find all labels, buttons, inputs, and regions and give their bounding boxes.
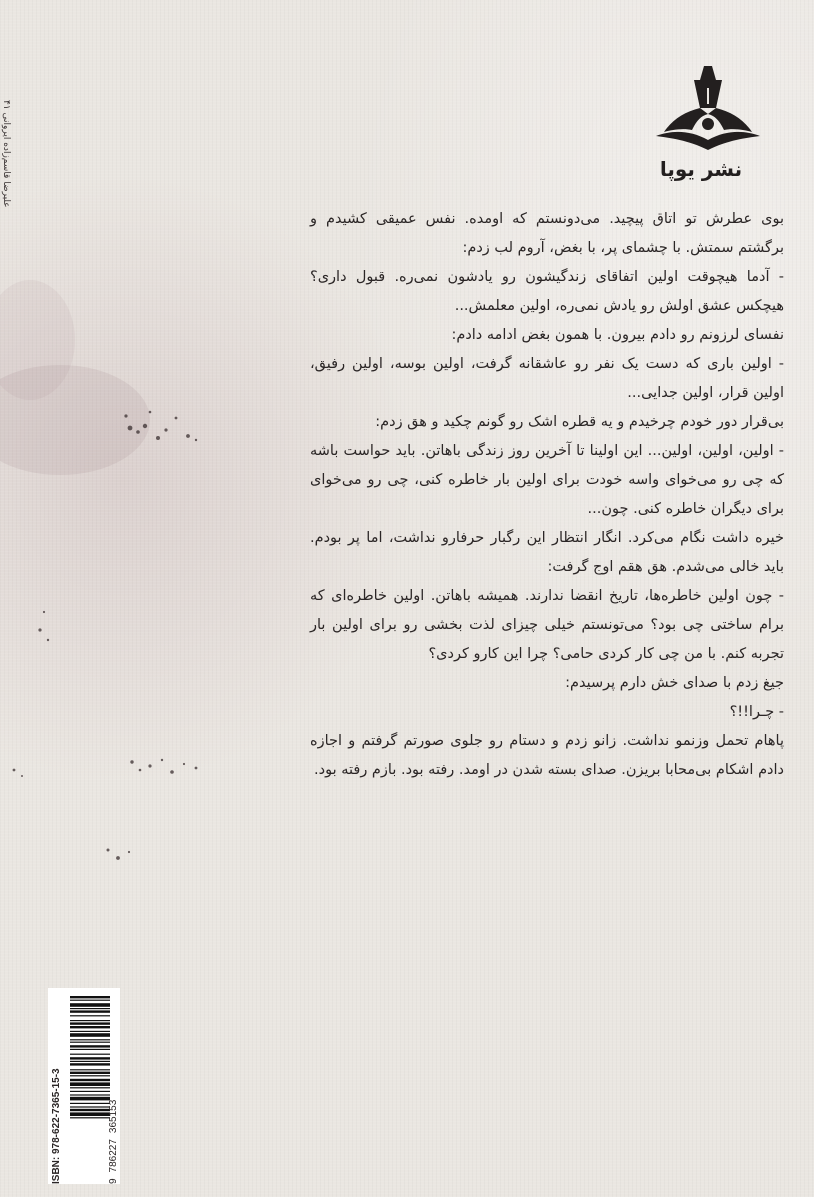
- barcode-bar: [70, 1015, 110, 1016]
- barcode-bar: [70, 1020, 110, 1021]
- story-paragraph: پاهام تحمل وزنمو نداشت. زانو زدم و دستام رو جلوی صورتم گرفتم و اجازه دادم اشکام بی‌محابا بریزن. صدای بسته شدن در اومد. رفته بود. بازم رفته بود.: [310, 733, 784, 778]
- barcode-bar: [70, 1082, 110, 1086]
- barcode-bar: [70, 1039, 110, 1040]
- barcode-bar: [70, 1057, 110, 1059]
- barcode-bar: [70, 1106, 110, 1107]
- story-paragraph: - چـرا!!؟: [729, 704, 784, 720]
- barcode-bar: [70, 1094, 110, 1095]
- barcode-bar: [70, 1112, 110, 1116]
- story-paragraph: جیغ زدم با صدای خش دارم پرسیدم:: [565, 675, 784, 691]
- barcode-bar: [70, 1069, 110, 1070]
- barcode-bar: [70, 1010, 110, 1012]
- barcode-bar: [70, 1061, 110, 1062]
- story-paragraph: نفسای لرزونم رو دادم بیرون. با همون بغض ادامه دادم:: [451, 327, 784, 343]
- story-paragraph: - اولین باری که دست یک نفر رو عاشقانه گرفت، اولین بوسه، اولین رفیق، اولین قرار، اولین جدایی...: [310, 356, 784, 401]
- barcode-digit-group: 9: [108, 1178, 119, 1184]
- isbn-label: ISBN: 978-622-7365-15-3: [51, 1068, 62, 1184]
- story-paragraph: بی‌قرار دور خودم چرخیدم و یه قطره اشک رو گونم چکید و هق زدم:: [375, 414, 784, 430]
- barcode-bar: [70, 1075, 110, 1076]
- publisher-logo: [642, 60, 772, 190]
- publisher-logo-text: نشر یوپا: [659, 157, 743, 181]
- barcode-bar: [70, 1049, 110, 1050]
- barcode-bar: [70, 1079, 110, 1081]
- barcode-bar: [70, 1026, 110, 1028]
- story-paragraph: خیره داشت نگام می‌کرد. انگار انتظار این رگبار حرفارو نداشت، اما پر بودم. باید خالی می‌شدم. هق هقم اوج گرفت:: [310, 530, 784, 575]
- barcode-bar: [70, 1022, 110, 1024]
- barcode-digits: [108, 994, 120, 1184]
- barcode-bar: [70, 1097, 110, 1101]
- ink-stains: [0, 0, 260, 900]
- barcode-bar: [70, 1042, 110, 1043]
- barcode-bar: [70, 1003, 110, 1007]
- barcode-bar: [70, 1109, 110, 1111]
- barcode-bar: [70, 1000, 110, 1001]
- story-paragraph: - اولین، اولین، اولین... این اولینا تا آخرین روز زندگی باهاتن. باید حواست باشه که چی رو می‌خوای واسه خودت برای اولین بار خاطره کنی، چی رو می‌خوای برای دیگران خاطره کنی. چون...: [310, 443, 784, 517]
- barcode-bar: [70, 1031, 110, 1032]
- barcode-digit-group: 365153: [108, 1099, 119, 1134]
- story-paragraph: - آدما هیچوقت اولین اتفاقای زندگیشون رو یادشون نمی‌ره. قبول داری؟ هیچکس عشق اولش رو یادش نمی‌ره، اولین معلمش...: [310, 269, 784, 314]
- barcode-bar: [70, 1117, 110, 1118]
- barcode-bar: [70, 1033, 110, 1037]
- story-paragraph: - چون اولین خاطره‌ها، تاریخ انقضا ندارند. همیشه باهاتن. اولین خاطره‌ای که برام ساختی چی بود؟ می‌تونستم خیلی چیزای لذت بخشی رو برای اولین بار تجربه کنم. با من چی کار کردی حامی؟ چرا این کارو کردی؟: [310, 588, 784, 662]
- barcode-bar: [70, 1008, 110, 1009]
- barcode-bar: [70, 1091, 110, 1092]
- story-excerpt: [310, 205, 784, 785]
- barcode-bar: [70, 1072, 110, 1074]
- spine-author-text: علیرضا قاسم‌زاده ایروانی ۴۱: [1, 100, 11, 208]
- barcode-bar: [70, 1054, 110, 1055]
- barcode-bar: [70, 1103, 110, 1104]
- barcode-digit-group: 786227: [108, 1139, 119, 1173]
- barcode-bar: [70, 1063, 110, 1065]
- barcode-bar: [70, 996, 110, 998]
- barcode-bar: [70, 1045, 110, 1047]
- barcode-bar: [70, 1087, 110, 1088]
- story-paragraph: بوی عطرش تو اتاق پیچید. می‌دونستم که اومده. نفس عمیقی کشیدم و برگشتم سمتش. با چشمای پر، با بغض، آروم لب زدم:: [310, 211, 784, 256]
